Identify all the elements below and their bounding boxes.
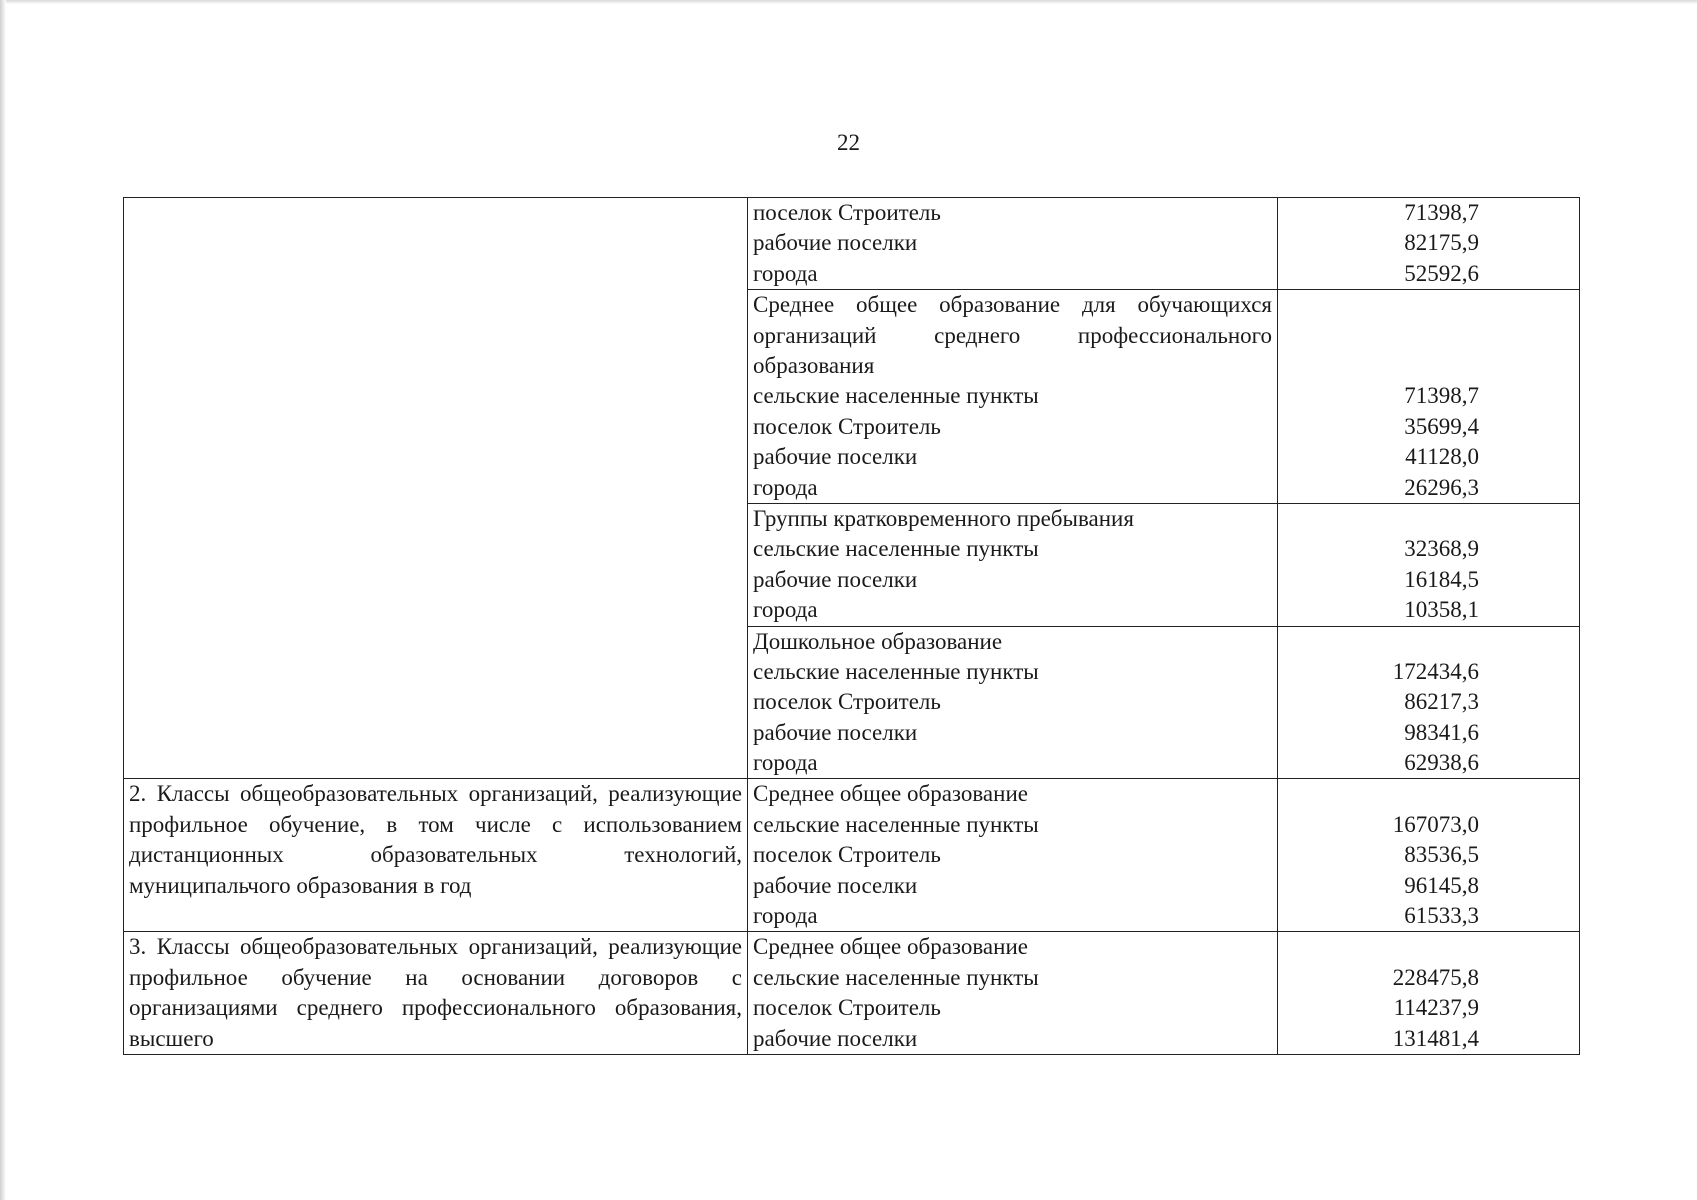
settlement-label: поселок Строитель (753, 200, 941, 225)
amount-value: 167073,0 (1392, 811, 1479, 837)
table-row (124, 932, 1580, 1055)
amount-value: 61533,3 (1404, 903, 1479, 929)
settlement-label: поселок Строитель (753, 842, 941, 868)
item-description: 2. Классы общеобразовательных организаций, реализующие профильное обучение, в том числе с использованием дистанционных образовательных технологий, муниципальчого образования в год (129, 781, 742, 898)
value-cell (1278, 503, 1580, 626)
amount-value: 35699,4 (1404, 413, 1479, 439)
education-type-heading: Группы кратковременного пребывания (753, 505, 1134, 531)
category-cell (748, 290, 1278, 504)
settlement-label: города (753, 474, 818, 500)
amount-value: 71398,7 (1404, 383, 1479, 409)
settlement-label: рабочие поселки (753, 1025, 918, 1051)
category-cell (748, 198, 1278, 290)
tariff-table (123, 197, 1580, 1055)
amount-value: 10358,1 (1404, 597, 1479, 623)
settlement-label: сельские населенные пункты (753, 658, 1039, 684)
item-description-cell (124, 932, 748, 1055)
settlement-label: рабочие поселки (753, 719, 918, 745)
settlement-label: рабочие поселки (753, 566, 918, 592)
settlement-label: сельские населенные пункты (753, 964, 1039, 990)
amount-value: 86217,3 (1404, 689, 1479, 715)
amount-value: 114237,9 (1393, 995, 1479, 1021)
value-cell (1278, 932, 1580, 1055)
amount-value: 26296,3 (1404, 474, 1479, 500)
value-cell (1278, 779, 1580, 932)
page-number: 22 (837, 130, 860, 155)
settlement-label: рабочие поселки (753, 230, 918, 256)
amount-value: 98341,6 (1404, 719, 1479, 745)
table-row (124, 198, 1580, 290)
item-description: 3. Классы общеобразовательных организаций, реализующие профильное обучение на основании договоров с организациями среднего профессионального образования, высшего (129, 934, 742, 1051)
settlement-label: рабочие поселки (753, 872, 918, 898)
category-cell (748, 503, 1278, 626)
table-row (124, 779, 1580, 932)
education-type-heading: Дошкольное образование (753, 628, 1003, 654)
settlement-label: города (753, 597, 818, 623)
category-cell (748, 779, 1278, 932)
settlement-label: сельские населенные пункты (753, 811, 1039, 837)
settlement-label: сельские населенные пункты (753, 383, 1039, 409)
scan-edge-top (0, 0, 1697, 4)
amount-value: 52592,6 (1404, 260, 1479, 286)
amount-value: 41128,0 (1405, 444, 1479, 470)
amount-value: 71398,7 (1404, 200, 1479, 225)
category-cell (748, 932, 1278, 1055)
settlement-label: города (753, 903, 818, 929)
education-type-heading: Среднее общее образование (753, 934, 1028, 960)
value-cell (1278, 198, 1580, 290)
scan-edge-left (0, 0, 6, 1200)
settlement-label: сельские населенные пункты (753, 536, 1039, 562)
education-type-heading: Среднее общее образование для обучающихся организаций среднего профессионального образования (753, 292, 1272, 378)
amount-value: 131481,4 (1392, 1025, 1479, 1051)
settlement-label: рабочие поселки (753, 444, 918, 470)
value-cell (1278, 290, 1580, 504)
amount-value: 83536,5 (1404, 842, 1479, 868)
continuation-description-cell (124, 198, 748, 779)
settlement-label: поселок Строитель (753, 413, 941, 439)
category-cell (748, 626, 1278, 779)
amount-value: 32368,9 (1404, 536, 1479, 562)
amount-value: 82175,9 (1404, 230, 1479, 256)
amount-value: 172434,6 (1392, 658, 1479, 684)
settlement-label: поселок Строитель (753, 689, 941, 715)
item-description-cell (124, 779, 748, 932)
education-type-heading: Среднее общее образование (753, 781, 1028, 807)
amount-value: 228475,8 (1392, 964, 1479, 990)
amount-value: 62938,6 (1404, 750, 1479, 776)
settlement-label: города (753, 750, 818, 776)
settlement-label: поселок Строитель (753, 995, 941, 1021)
value-cell (1278, 626, 1580, 779)
amount-value: 96145,8 (1404, 872, 1479, 898)
settlement-label: города (753, 260, 818, 286)
amount-value: 16184,5 (1404, 566, 1479, 592)
